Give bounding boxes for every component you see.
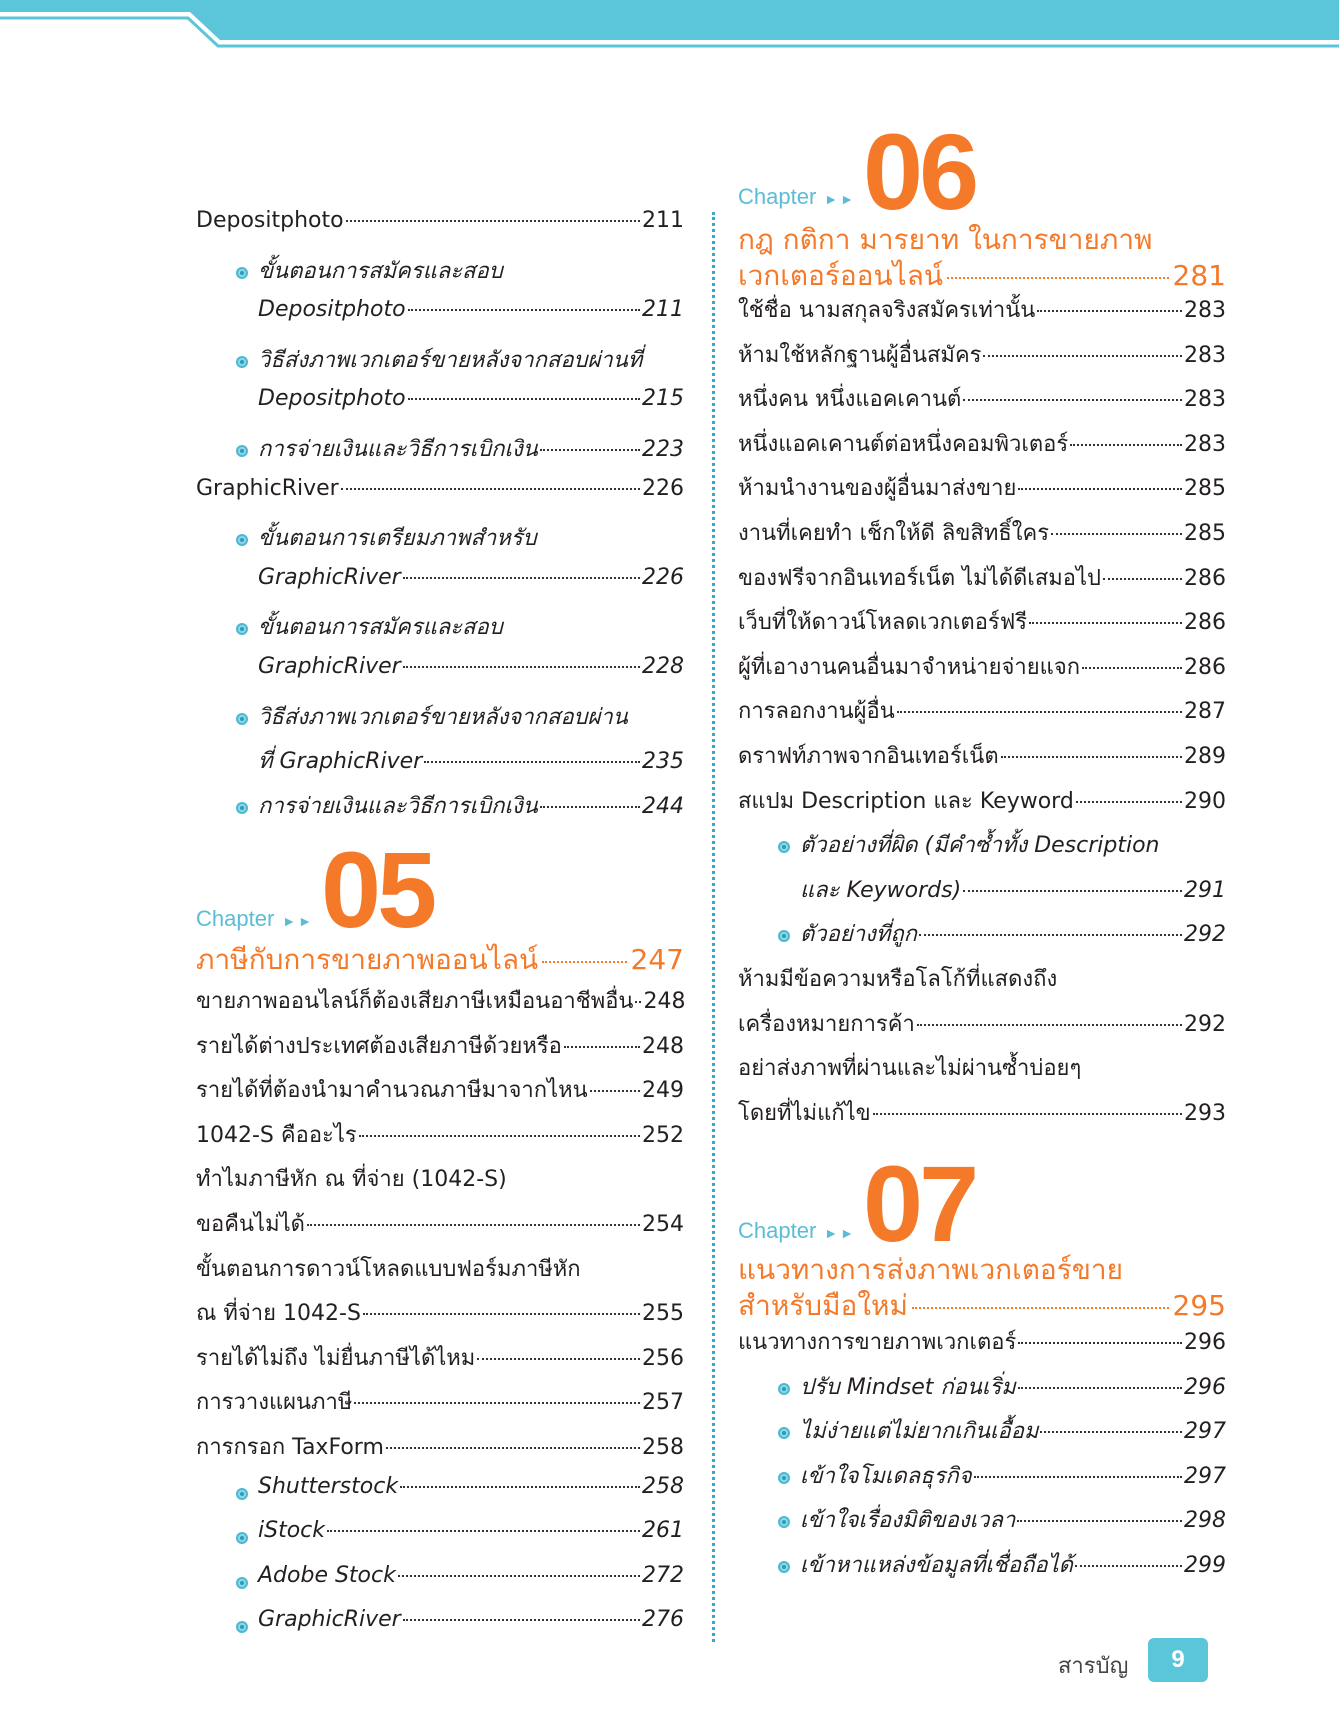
entry-title: วิธีส่งภาพเวกเตอร์ขายหลังจากสอบผ่าน — [258, 704, 628, 730]
entry-title: ตัวอย่างที่ถูก — [800, 922, 917, 948]
toc-subentry[interactable] — [196, 1563, 684, 1608]
dot-leader — [1075, 1565, 1182, 1567]
entry-page: 283 — [1184, 387, 1226, 413]
toc-subentry[interactable] — [738, 1413, 1226, 1458]
entry-title: การกรอก TaxForm — [196, 1434, 384, 1460]
bullet-icon — [236, 534, 248, 546]
toc-subentry[interactable] — [738, 1547, 1226, 1592]
toc-entry[interactable] — [738, 515, 1226, 560]
toc-subentry[interactable] — [196, 431, 684, 476]
toc-subentry[interactable] — [196, 565, 684, 610]
chapter-title-line1: แนวทางการส่งภาพเวกเตอร์ขาย — [738, 1253, 1123, 1286]
chapter-title-line2: เวกเตอร์ออนไลน์ — [738, 259, 944, 292]
dot-leader — [477, 1358, 640, 1360]
entry-title: ดราฟท์ภาพจากอินเทอร์เน็ต — [738, 743, 999, 769]
chapter-title-line1: กฎ กติกา มารยาท ในการขายภาพ — [738, 223, 1153, 256]
dot-leader — [307, 1224, 640, 1226]
toc-subentry[interactable] — [196, 1474, 684, 1519]
bullet-icon — [778, 1516, 790, 1528]
toc-entry[interactable] — [196, 1429, 684, 1474]
entry-page: 292 — [1184, 922, 1226, 948]
entry-title: งานที่เคยทำ เช็กให้ดี ลิขสิทธิ์ใคร — [738, 520, 1050, 546]
entry-title: Depositphoto — [258, 297, 406, 323]
chapter-page: 247 — [630, 943, 684, 976]
bullet-icon — [236, 267, 248, 279]
entry-title: โดยที่ไม่แก้ไข — [738, 1100, 871, 1126]
entry-page: 283 — [1184, 342, 1226, 368]
entry-page: 286 — [1184, 565, 1226, 591]
toc-entry[interactable] — [738, 783, 1226, 828]
chapter-07-title[interactable] — [738, 1248, 1226, 1320]
entry-page: 248 — [642, 1033, 684, 1059]
arrow-icon: ►► — [282, 913, 314, 929]
bullet-icon — [236, 1621, 248, 1633]
chapter-06-header — [738, 111, 1226, 232]
chapter-title-line2: สำหรับมือใหม่ — [738, 1289, 908, 1322]
arrow-icon: ►► — [824, 1225, 856, 1241]
entry-title: แนวทางการขายภาพเวกเตอร์ — [738, 1330, 1017, 1355]
entry-title: ของฟรีจากอินเทอร์เน็ต ไม่ได้ดีเสมอไป — [738, 565, 1101, 591]
toc-subentry[interactable] — [738, 1369, 1226, 1414]
dot-leader — [1018, 488, 1182, 490]
toc-entry[interactable] — [738, 693, 1226, 738]
toc-entry[interactable] — [738, 604, 1226, 649]
entry-page: 211 — [642, 297, 684, 323]
toc-entry[interactable] — [738, 426, 1226, 471]
toc-subentry[interactable] — [196, 1607, 684, 1652]
chapter-06-title[interactable] — [738, 218, 1226, 290]
chapter-05-list — [196, 983, 684, 1652]
entry-title: รายได้ไม่ถึง ไม่ยื่นภาษีได้ไหม — [196, 1345, 476, 1371]
toc-entry[interactable] — [738, 337, 1226, 382]
entry-page: 285 — [1184, 520, 1226, 546]
bullet-icon — [236, 356, 248, 368]
dot-leader — [540, 806, 640, 808]
entry-title: ณ ที่จ่าย 1042-S — [196, 1301, 361, 1327]
entry-page: 291 — [1184, 877, 1226, 903]
entry-title: เว็บที่ให้ดาวน์โหลดเวกเตอร์ฟรี — [738, 610, 1028, 636]
toc-entry[interactable] — [196, 1384, 684, 1429]
toc-entry[interactable] — [738, 1006, 1226, 1051]
toc-subentry[interactable] — [196, 788, 684, 833]
toc-subentry[interactable] — [196, 1518, 684, 1563]
toc-subentry[interactable] — [738, 1458, 1226, 1503]
dot-leader — [363, 1313, 640, 1315]
dot-leader — [963, 890, 1182, 892]
bullet-icon — [778, 1383, 790, 1395]
entry-title: อย่าส่งภาพที่ผ่านและไม่ผ่านซ้ำบ่อยๆ — [738, 1056, 1082, 1082]
entry-title: GraphicRiver — [258, 653, 401, 679]
entry-title: เข้าหาแหล่งข้อมูลที่เชื่อถือได้ — [800, 1552, 1073, 1578]
dot-leader — [398, 1575, 640, 1577]
dot-leader — [1040, 1431, 1182, 1433]
entry-page: 290 — [1184, 788, 1226, 814]
toc-entry[interactable] — [738, 292, 1226, 337]
bullet-icon — [778, 930, 790, 942]
entry-title: Adobe Stock — [258, 1562, 396, 1588]
entry-page: 283 — [1184, 298, 1226, 323]
entry-title: GraphicRiver — [258, 1607, 401, 1633]
chapter-number: 06 — [863, 111, 976, 232]
toc-entry[interactable] — [738, 738, 1226, 783]
entry-title: ขั้นตอนการสมัครและสอบ — [258, 258, 503, 284]
entry-page: 252 — [642, 1122, 684, 1148]
entry-page: 287 — [1184, 699, 1226, 725]
dot-leader — [359, 1135, 640, 1137]
entry-page: 258 — [642, 1434, 684, 1460]
dot-leader — [897, 711, 1182, 713]
entry-title: เข้าใจเรื่องมิติของเวลา — [800, 1508, 1016, 1534]
dot-leader — [354, 1402, 640, 1404]
toc-entry[interactable] — [738, 961, 1226, 1006]
entry-page: 261 — [642, 1518, 684, 1544]
chapter-05-title[interactable] — [196, 938, 684, 974]
entry-page: 215 — [642, 386, 684, 412]
toc-entry[interactable] — [196, 1072, 684, 1117]
toc-subentry[interactable] — [196, 386, 684, 431]
dot-leader — [917, 1024, 1182, 1026]
toc-entry[interactable] — [738, 1095, 1226, 1140]
entry-page: 226 — [642, 564, 684, 590]
entry-title: รายได้ที่ต้องนำมาคำนวณภาษีมาจากไหน — [196, 1078, 588, 1104]
entry-title: และ Keywords) — [800, 877, 962, 903]
entry-title: Depositphoto — [196, 208, 344, 233]
toc-entry[interactable] — [196, 983, 684, 1028]
toc-subentry[interactable] — [196, 609, 684, 654]
dot-leader — [963, 399, 1182, 401]
dot-leader — [1051, 533, 1182, 535]
dot-leader — [400, 1486, 640, 1488]
toc-subentry[interactable] — [196, 342, 684, 387]
dot-leader — [635, 1001, 641, 1003]
dot-leader — [1029, 622, 1182, 624]
entry-title: ขั้นตอนการเตรียมภาพสำหรับ — [258, 526, 537, 552]
entry-title: การจ่ายเงินและวิธีการเบิกเงิน — [258, 793, 538, 819]
toc-entry[interactable] — [196, 1251, 684, 1296]
toc-entry[interactable] — [738, 1050, 1226, 1095]
entry-page: 289 — [1184, 743, 1226, 769]
entry-title: ปรับ Mindset ก่อนเริ่ม — [800, 1374, 1016, 1400]
bullet-icon — [236, 713, 248, 725]
dot-leader — [408, 398, 640, 400]
footer-label: สารบัญ — [1058, 1653, 1129, 1678]
entry-page: 228 — [642, 653, 684, 679]
dot-leader — [1018, 1387, 1182, 1389]
dot-leader — [408, 309, 640, 311]
bullet-icon — [236, 1577, 248, 1589]
toc-entry[interactable] — [738, 381, 1226, 426]
entry-page: 255 — [642, 1301, 684, 1327]
toc-entry[interactable] — [196, 1295, 684, 1340]
bullet-icon — [236, 1532, 248, 1544]
toc-subentry[interactable] — [196, 520, 684, 565]
entry-page: 256 — [642, 1345, 684, 1371]
bullet-icon — [778, 1561, 790, 1573]
entry-title: GraphicRiver — [196, 475, 339, 501]
dot-leader — [1076, 801, 1182, 803]
entry-title: ห้ามนำงานของผู้อื่นมาส่งขาย — [738, 476, 1017, 502]
dot-leader — [386, 1447, 640, 1449]
bullet-icon — [236, 1488, 248, 1500]
entry-title: ทำไมภาษีหัก ณ ที่จ่าย (1042-S) — [196, 1167, 507, 1193]
dot-leader — [327, 1530, 640, 1532]
chapter-page: 281 — [1172, 259, 1226, 292]
entry-title: เข้าใจโมเดลธุรกิจ — [800, 1463, 972, 1489]
header-band — [0, 0, 1339, 52]
toc-subentry[interactable] — [196, 743, 684, 788]
entry-page: 211 — [642, 208, 684, 233]
bullet-icon — [778, 1472, 790, 1484]
entry-page: 293 — [1184, 1100, 1226, 1126]
chapter-page: 295 — [1172, 1289, 1226, 1322]
entry-page: 249 — [642, 1078, 684, 1104]
toc-subentry[interactable] — [738, 872, 1226, 917]
entry-title: ขั้นตอนการสมัครและสอบ — [258, 615, 503, 641]
left-toc-list — [196, 208, 684, 832]
entry-page: 296 — [1184, 1330, 1226, 1355]
entry-title: หนึ่งแอคเคานต์ต่อหนึ่งคอมพิวเตอร์ — [738, 431, 1069, 457]
entry-page: 226 — [642, 475, 684, 501]
chapter-label: Chapter — [738, 184, 817, 209]
entry-title: สแปม Description และ Keyword — [738, 788, 1074, 814]
toc-subentry[interactable] — [738, 1502, 1226, 1547]
entry-title: ห้ามใช้หลักฐานผู้อื่นสมัคร — [738, 342, 982, 368]
bullet-icon — [778, 1427, 790, 1439]
toc-subentry[interactable] — [196, 654, 684, 699]
column-divider — [712, 212, 715, 1642]
entry-title: ที่ GraphicRiver — [258, 749, 423, 775]
dot-leader — [590, 1090, 640, 1092]
entry-title: ขั้นตอนการดาวน์โหลดแบบฟอร์มภาษีหัก — [196, 1256, 581, 1282]
dot-leader — [983, 355, 1182, 357]
toc-entry[interactable] — [738, 1324, 1226, 1369]
entry-page: 283 — [1184, 431, 1226, 457]
toc-entry[interactable] — [196, 1117, 684, 1162]
dot-leader — [564, 1046, 640, 1048]
chapter-title: ภาษีกับการขายภาพออนไลน์ — [196, 943, 539, 976]
entry-title: หนึ่งคน หนึ่งแอคเคานต์ — [738, 387, 962, 413]
toc-entry[interactable] — [196, 1340, 684, 1385]
dot-leader — [540, 449, 640, 451]
dot-leader — [1103, 578, 1182, 580]
entry-page: 276 — [642, 1607, 684, 1633]
dot-leader — [1017, 1520, 1182, 1522]
entry-title: รายได้ต่างประเทศต้องเสียภาษีด้วยหรือ — [196, 1033, 562, 1059]
entry-title: Depositphoto — [258, 386, 406, 412]
entry-title: 1042-S คืออะไร — [196, 1122, 357, 1148]
entry-page: 285 — [1184, 476, 1226, 502]
arrow-icon: ►► — [824, 191, 856, 207]
entry-page: 298 — [1184, 1508, 1226, 1534]
entry-title: ขายภาพออนไลน์ก็ต้องเสียภาษีเหมือนอาชีพอื่น — [196, 989, 634, 1014]
entry-page: 299 — [1184, 1552, 1226, 1578]
entry-page: 223 — [642, 436, 684, 462]
dot-leader — [919, 934, 1182, 936]
toc-entry[interactable] — [196, 1161, 684, 1206]
toc-entry[interactable] — [738, 560, 1226, 605]
dot-leader — [1001, 756, 1182, 758]
chapter-06-list — [738, 292, 1226, 1139]
entry-page: 292 — [1184, 1011, 1226, 1037]
entry-title: ไม่ง่ายแต่ไม่ยากเกินเอื้อม — [800, 1419, 1039, 1445]
dot-leader — [1082, 667, 1182, 669]
dot-leader — [403, 666, 640, 668]
entry-page: 258 — [642, 1473, 684, 1499]
entry-title: ห้ามมีข้อความหรือโลโก้ที่แสดงถึง — [738, 966, 1058, 992]
dot-leader — [1018, 1342, 1182, 1344]
toc-entry[interactable] — [196, 1028, 684, 1073]
entry-page: 297 — [1184, 1419, 1226, 1445]
entry-title: GraphicRiver — [258, 564, 401, 590]
dot-leader — [346, 220, 640, 222]
dot-leader — [1070, 444, 1182, 446]
entry-title: การลอกงานผู้อื่น — [738, 699, 895, 725]
entry-page: 297 — [1184, 1463, 1226, 1489]
toc-subentry[interactable] — [196, 699, 684, 744]
toc-subentry[interactable] — [196, 253, 684, 298]
toc-entry[interactable] — [196, 476, 684, 521]
toc-entry[interactable] — [738, 470, 1226, 515]
entry-title: Shutterstock — [258, 1473, 399, 1499]
entry-title: ใช้ชื่อ นามสกุลจริงสมัครเท่านั้น — [738, 298, 1036, 323]
entry-title: การวางแผนภาษี — [196, 1390, 353, 1416]
entry-title: วิธีส่งภาพเวกเตอร์ขายหลังจากสอบผ่านที่ — [258, 347, 643, 373]
dot-leader — [341, 488, 640, 490]
entry-title: เครื่องหมายการค้า — [738, 1011, 915, 1037]
dot-leader — [873, 1113, 1182, 1115]
entry-page: 248 — [643, 989, 686, 1014]
entry-page: 286 — [1184, 654, 1226, 680]
chapter-label: Chapter — [196, 906, 275, 931]
entry-page: 257 — [642, 1390, 684, 1416]
dot-leader — [1037, 310, 1182, 312]
toc-entry[interactable] — [196, 1206, 684, 1251]
toc-subentry[interactable] — [738, 916, 1226, 961]
page-number: 9 — [1148, 1638, 1208, 1682]
toc-entry[interactable] — [196, 208, 684, 253]
entry-page: 272 — [642, 1562, 684, 1588]
entry-page: 244 — [642, 793, 684, 819]
chapter-number: 05 — [321, 829, 434, 950]
toc-entry[interactable] — [738, 649, 1226, 694]
entry-page: 254 — [642, 1211, 684, 1237]
dot-leader — [403, 1619, 640, 1621]
chapter-label: Chapter — [738, 1218, 817, 1243]
toc-subentry[interactable] — [738, 827, 1226, 872]
entry-page: 286 — [1184, 610, 1226, 636]
bullet-icon — [236, 802, 248, 814]
bullet-icon — [236, 623, 248, 635]
bullet-icon — [778, 841, 790, 853]
chapter-07-header — [738, 1143, 1226, 1264]
entry-page: 296 — [1184, 1374, 1226, 1400]
chapter-07-list — [738, 1324, 1226, 1592]
entry-title: ผู้ที่เอางานคนอื่นมาจำหน่ายจ่ายแจก — [738, 654, 1081, 680]
entry-page: 235 — [642, 749, 684, 775]
bullet-icon — [236, 445, 248, 457]
entry-title: iStock — [258, 1518, 325, 1544]
chapter-number: 07 — [863, 1143, 976, 1264]
toc-subentry[interactable] — [196, 297, 684, 342]
dot-leader — [974, 1476, 1182, 1478]
entry-title: การจ่ายเงินและวิธีการเบิกเงิน — [258, 436, 538, 462]
dot-leader — [403, 577, 640, 579]
entry-title: ตัวอย่างที่ผิด (มีคำซ้ำทั้ง Description — [800, 833, 1160, 859]
entry-title: ขอคืนไม่ได้ — [196, 1211, 305, 1237]
dot-leader — [424, 761, 640, 763]
